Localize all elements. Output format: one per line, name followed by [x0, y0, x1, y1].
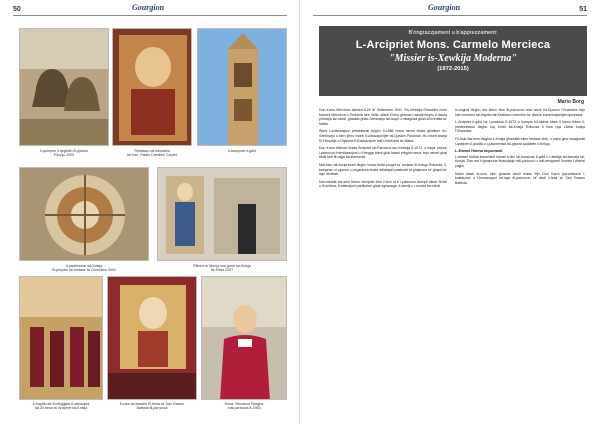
- page-number-left: 50: [13, 6, 21, 13]
- banner-intro: B'ringrazzjament u b'apprezzament:: [408, 30, 498, 36]
- page-number-right: 51: [579, 6, 587, 13]
- right-page: [300, 0, 600, 424]
- photo-bell-tower: [197, 28, 287, 146]
- caption-altar: Il-vara tal-kwadru fil-festa ta' San Gwann Battista fil-parrocca: [119, 402, 185, 411]
- caption-bells: Il-qniepen li qeghdin fil-pjazza f'Gunju 2005: [40, 149, 88, 158]
- article-title: L-Arcipriet Mons. Carmelo Mercieca: [355, 39, 551, 51]
- text-column-1: [319, 108, 447, 420]
- caption-floor: Il-pavimentar tal-Knisja fil-perjodu tal-restawr ta' Dicembru 2002: [52, 264, 116, 273]
- caption-mercieca: Mons. Mercieca f'laqgha mal-parrocca fl-1983: [224, 402, 264, 411]
- photo-chapter: [19, 276, 103, 400]
- paragraph: Wara l-ordinazzjoni presbiterali tieghu fl-1966 huwa serva bhala ghalliem fis-Seminarju u kien jiehu hsieb il-vokazzjonijiet tal-Qasam Pastorali. Hu kiseb lawrja fil-Filosofija u Diploma fl-Edukazzjoni mill-Universita ta' Malta.: [319, 129, 447, 143]
- photo-painting: [112, 28, 192, 146]
- paragraph: Ix-xoghol tieghu ma kienx biss fil-parrocca izda wkoll fid-Djocesi t'Ghawdex fejn kien membru tal-Kapitlu tal-Katidral u membru ta' diversi kummissjonijiet djocesani.: [455, 108, 585, 117]
- article-years: (1972-2015): [437, 66, 469, 72]
- paragraph: Dun Karm ittiehed bhala Arcipriet tal-Parrocca tax-Xewkija fl-1972, u baqa' jmexxi l-parrocca b'dedikazzjoni u b'hegga kbira ghal kwazi erbghin sena, fejn xehed ghal tibdil kbir fil-hajja tal-komunita.: [319, 146, 447, 160]
- caption-bell-tower: Il-kampnar il-gdid: [228, 149, 256, 153]
- header-rule-right: [313, 15, 587, 16]
- masthead-left: Gourgion: [132, 3, 165, 12]
- paragraph: Dun Karm Mercieca twieled fl-25 ta' Settembru 1941. Fis-Xewkija Ghawdex minn Marcell Mercieca u Teresina nee Vella. Wara li kien ghamel l-istudji tieghu fl-iskola primarja tar-rahal, ghadda ghas-Seminarju tal-Isqof u mbaghad ghall-Universita ta' Malta.: [319, 108, 447, 126]
- caption-painting: Restawru tal-inkwadru tal-Kan. Pawlu Camilleri Cauchi: [126, 149, 178, 158]
- text-column-2: [455, 108, 585, 420]
- photo-floor: [19, 167, 149, 261]
- caption-chapter: Il-Kapitlu tal-Kolleggjata fl-okkazjoni tal-20 sena ta' Arcipriet tal-Knisja: [32, 402, 90, 411]
- paragraph: L-Arcipriet il-gdid ha l-pussess fl-1972 u kompla bil-hidma kbira li kienu bdew il-predecessuri tieghu fuq il-bini tal-Knisja Rotunda li llum hija l-ikbar knisja f'Ghawdex.: [455, 120, 585, 134]
- article-banner: [319, 26, 587, 96]
- photo-bells: [19, 28, 109, 146]
- paragraph: L-ewwel hidma importanti kienet il-bini tal-kampnar il-gdid u t-tlestija tal-faccata tal-Knisja. Dan sar b'ghajnuna finanzjarja mill-parrocci u mill-emigranti Xewkin f'diversi pajjizi.: [455, 154, 585, 168]
- header-rule-left: [13, 15, 287, 16]
- masthead-right: Gourgion: [428, 3, 461, 12]
- section-heading: L-Ewwel Hidma Importanti: [455, 149, 503, 154]
- caption-mary: Pittura ta' Marija mal-genb tal-Knisja fis-Sena 2007: [193, 264, 251, 273]
- photo-mercieca: [201, 276, 287, 400]
- photo-altar: [107, 276, 197, 400]
- article-subtitle: "Missier is-Xewkija Moderna": [389, 53, 517, 64]
- paragraph: Mal-medda tas-snin Mons. Arcipriet Dun Karm ra li l-parrocca tkompli tikber fil-fidi u fil-kultura, b'attenzjoni partikolari ghaz-zghazagh, il-familji u l-morda tar-rahal.: [319, 179, 447, 189]
- paragraph: Mal-bidu tal-Arcipretura tieghu huwa beda proget ta' restawr fil-Knisja Rotunda, il-kampnar u l-pjazza, u organizza bosta attivitajiet pastorali bl-ghajnuna ta' ghadd ta' lajci dedikati.: [319, 162, 447, 177]
- photo-mary: [157, 167, 287, 261]
- paragraph: Fil-bidu tas-snin disghin il-Knisja ghaddiet minn restawr shih, u wara gew inawgurati l-qniepen il-godda u l-pavimentar tal-pjazza quddiem il-Knisja.: [455, 136, 585, 146]
- paragraph: Matul dawn is-snin, kien ghadda wkoll zmien fejn Dun Karm ippromwova l-katekizmu u l-formazzjoni tal-lajci fil-parrocca, kif ukoll il-festi ta' San Gwann Battista.: [455, 171, 585, 185]
- article-author: Mario Borg: [557, 99, 584, 105]
